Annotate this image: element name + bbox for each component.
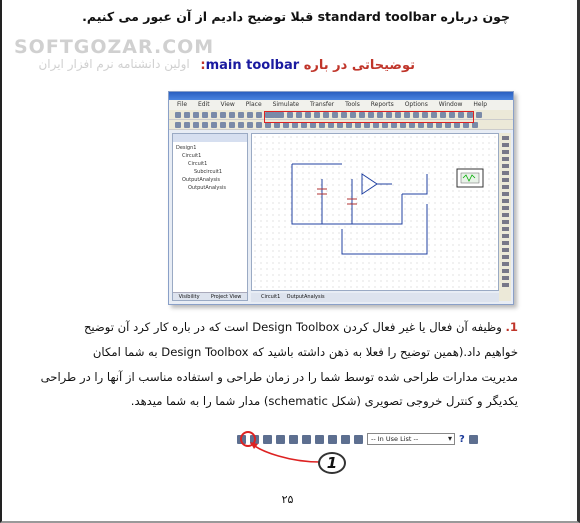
menu-bar xyxy=(169,100,513,110)
multisim-screenshot-figure xyxy=(168,91,514,305)
watermark-subtitle: اولین دانشنامه نرم افزار ایران xyxy=(38,57,190,71)
tree-node[interactable]: OutputAnalysis xyxy=(188,185,226,191)
menu-transfer[interactable]: Transfer xyxy=(310,101,335,108)
page-number: ۲۵ xyxy=(281,493,294,506)
erc-icon[interactable] xyxy=(328,435,337,444)
design-toolbox-header xyxy=(173,134,247,142)
panel-tabs xyxy=(173,292,247,300)
menu-simulate[interactable]: Simulate xyxy=(272,101,300,108)
menu-reports[interactable]: Reports xyxy=(370,101,394,108)
analysis-icon[interactable] xyxy=(315,435,324,444)
paragraph-line-3: مدیریت مدارات طراحی شده توسط شما را در زمان طراحی و استفاده مناسب از آنها را در طراحی xyxy=(40,370,518,384)
main-toolbar-figure xyxy=(237,430,512,450)
section-heading-prefix: توضیحاتی در باره xyxy=(303,58,415,73)
menu-place[interactable]: Place xyxy=(245,101,262,108)
tree-node[interactable]: Circuit1 xyxy=(188,161,208,167)
menu-file[interactable]: File xyxy=(177,101,188,108)
design-toolbox-panel xyxy=(172,133,248,301)
menu-view[interactable]: View xyxy=(220,101,235,108)
grapher-icon[interactable] xyxy=(302,435,311,444)
database-manager-icon[interactable] xyxy=(263,435,272,444)
section-heading-suffix: : xyxy=(200,58,206,73)
section-heading-latin: main toolbar xyxy=(205,58,300,73)
section-heading xyxy=(200,58,415,73)
paragraph-text-1: وظیفه آن فعال یا غیر فعال کردن Design Toolbox است که در باره کار کرد آن توضیح xyxy=(83,320,502,334)
menu-edit[interactable]: Edit xyxy=(197,101,210,108)
help-icon[interactable]: ? xyxy=(459,433,465,445)
watermark xyxy=(14,36,214,71)
menu-help[interactable]: Help xyxy=(473,101,488,108)
tree-node[interactable]: Design1 xyxy=(176,145,197,151)
tab-circuit1[interactable]: Circuit1 xyxy=(261,294,281,300)
paragraph-line-1 xyxy=(48,320,518,334)
tree-node[interactable]: Circuit1 xyxy=(182,153,202,159)
window-titlebar xyxy=(169,92,513,100)
intro-line: چون درباره standard toolbar قبلا توضیح دادیم از آن عبور می کنیم. xyxy=(82,9,510,24)
postprocessor-icon[interactable] xyxy=(289,435,298,444)
paragraph-line-2: خواهیم داد.(همین توضیح را فعلا به ذهن داشته باشید که Design Toolbox به شما امکان xyxy=(92,345,518,359)
schematic-circuit xyxy=(252,134,500,292)
tab-project-view[interactable]: Project View xyxy=(210,294,242,300)
tab-visibility[interactable]: Visibility xyxy=(178,294,200,300)
backannotate-icon[interactable] xyxy=(341,435,350,444)
main-toolbar xyxy=(237,430,512,448)
workspace-tabs xyxy=(251,293,499,302)
component-wizard-icon[interactable] xyxy=(276,435,285,444)
item-number: 1. xyxy=(505,320,518,334)
menu-tools[interactable]: Tools xyxy=(345,101,360,108)
design-toolbox-highlight-circle xyxy=(240,431,256,447)
main-toolbar-highlight-box xyxy=(264,111,474,123)
tab-output-analysis[interactable]: OutputAnalysis xyxy=(286,294,325,300)
menu-window[interactable]: Window xyxy=(438,101,463,108)
paragraph-line-4: یکدیگر و کنترل خروجی تصویری (شکل schematic) مدار شما را به شما میدهد. xyxy=(130,394,518,408)
forward-annotate-icon[interactable] xyxy=(354,435,363,444)
tree-node[interactable]: Subcircuit1 xyxy=(194,169,223,175)
design-tree xyxy=(173,142,247,194)
in-use-list-dropdown[interactable]: -- In Use List -- ▾ xyxy=(367,433,455,445)
schematic-workspace[interactable] xyxy=(251,133,499,291)
callout-number-badge: 1 xyxy=(318,452,346,474)
watermark-title: SOFTGOZAR.COM xyxy=(14,36,215,58)
whats-this-icon[interactable] xyxy=(469,435,478,444)
tree-node[interactable]: OutputAnalysis xyxy=(182,177,220,183)
menu-options[interactable]: Options xyxy=(404,101,428,108)
instruments-toolbar[interactable] xyxy=(499,133,511,301)
